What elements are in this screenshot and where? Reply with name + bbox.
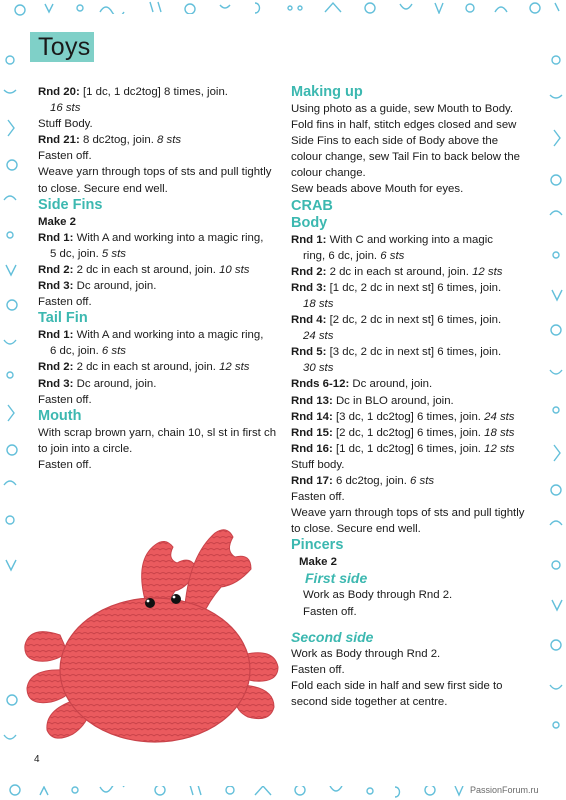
instruction-line <box>291 264 531 280</box>
instruction-line <box>291 296 531 312</box>
instruction-line <box>38 343 278 359</box>
instruction-text: ring, 6 dc, join. <box>303 249 381 262</box>
instruction-line <box>291 678 531 710</box>
instruction-text: 8 dc2tog, join. <box>79 134 158 147</box>
instruction-text: 5 dc, join. <box>50 247 102 260</box>
stitch-count: 12 sts <box>219 361 250 374</box>
instruction-line <box>291 425 531 441</box>
instruction-text: Fasten off. <box>38 393 92 406</box>
section-heading: Side Fins <box>38 196 103 213</box>
instruction-line <box>291 441 531 457</box>
instruction-line <box>291 489 531 505</box>
instruction-text: Dc around, join. <box>73 280 157 293</box>
instruction-text: [2 dc, 1 dc2tog] 6 times, join. <box>332 426 485 439</box>
round-label: Rnd 20: <box>38 86 80 98</box>
stitch-count: 6 sts <box>101 345 126 358</box>
section-heading: Tail Fin <box>38 310 88 327</box>
instruction-line <box>38 116 278 132</box>
round-label: Rnd 17: <box>291 474 333 487</box>
instruction-line <box>38 457 278 473</box>
round-label: Rnd 4: <box>291 314 327 327</box>
instruction-line <box>38 376 278 392</box>
section-heading: Body <box>291 214 328 231</box>
subsection-heading: Second side <box>291 628 374 645</box>
instruction-line <box>291 360 531 376</box>
instruction-text: [1 dc, 2 dc in next st] 6 times, join. <box>326 281 502 294</box>
round-label: Rnd 21: <box>38 134 80 147</box>
instruction-line <box>38 425 278 457</box>
stitch-count: 18 sts <box>303 297 334 310</box>
section-heading: Making up <box>291 84 363 100</box>
instruction-line <box>291 344 531 360</box>
instruction-text: Weave yarn through tops of sts and pull tightly to close. Secure end well. <box>38 166 272 195</box>
instruction-line <box>291 232 531 248</box>
round-label: Rnd 2: <box>291 265 327 278</box>
instruction-line <box>291 312 531 328</box>
round-label: Rnd 13: <box>291 394 333 407</box>
instruction-line <box>38 84 278 100</box>
instruction-text: Stuff Body. <box>38 118 93 131</box>
instruction-text: [1 dc, 1 dc2tog] 8 times, join. <box>79 86 228 98</box>
instruction-text: Weave yarn through tops of sts and pull tightly to close. Secure end well. <box>291 507 525 536</box>
instruction-text: Using photo as a guide, sew Mouth to Body. Fold fins in half, stitch edges closed and sew Side Fins to each side of Body above the colour change, sew Tail Fin to back below the colour change. <box>291 103 520 180</box>
instruction-line <box>38 246 278 262</box>
stitch-count: 24 sts <box>484 410 515 423</box>
instruction-text: 6 dc2tog, join. <box>332 474 411 487</box>
page-number: 4 <box>34 754 40 765</box>
round-label: Rnd 16: <box>291 442 333 455</box>
instruction-text: 2 dc in each st around, join. <box>326 265 473 278</box>
instruction-line <box>38 132 278 148</box>
round-label: Rnd 1: <box>38 231 74 244</box>
instruction-line <box>38 230 278 246</box>
instruction-line <box>291 328 531 344</box>
crab-toy-image <box>10 505 280 755</box>
round-label: Rnd 15: <box>291 426 333 439</box>
stitch-count: 12 sts <box>472 265 503 278</box>
subsection-heading: First side <box>305 570 368 587</box>
instruction-line <box>291 409 531 425</box>
round-label: Rnds 6-12: <box>291 378 350 391</box>
left-column <box>38 84 278 473</box>
instruction-line <box>38 327 278 343</box>
instruction-line <box>291 181 531 197</box>
stitch-count: 5 sts <box>101 247 126 260</box>
instruction-line <box>291 662 531 678</box>
round-label: Rnd 2: <box>38 361 74 374</box>
stitch-count: 6 sts <box>410 474 435 487</box>
instruction-line <box>38 100 278 116</box>
right-column <box>291 84 531 710</box>
instruction-text: Fasten off. <box>38 458 92 471</box>
instruction-text: 2 dc in each st around, join. <box>73 263 220 276</box>
instruction-text: [3 dc, 1 dc2tog] 6 times, join. <box>332 410 485 423</box>
instruction-line <box>291 376 531 392</box>
instruction-line <box>291 505 531 537</box>
instruction-line <box>291 587 531 603</box>
instruction-text: Fasten off. <box>303 605 357 618</box>
instruction-text: Fasten off. <box>38 150 92 163</box>
instruction-line <box>38 148 278 164</box>
instruction-text: Fasten off. <box>291 663 345 676</box>
instruction-line <box>38 359 278 375</box>
round-label: Rnd 5: <box>291 346 327 359</box>
instruction-text: [3 dc, 2 dc in next st] 6 times, join. <box>326 346 502 359</box>
instruction-text: Fold each side in half and sew first side to second side together at centre. <box>291 679 503 708</box>
section-title: Toys <box>38 33 91 61</box>
round-label: Rnd 3: <box>291 281 327 294</box>
section-heading: CRAB <box>291 197 333 214</box>
instruction-line <box>38 164 278 196</box>
instruction-text: Sew beads above Mouth for eyes. <box>291 183 464 196</box>
stitch-count: 30 sts <box>303 362 334 375</box>
instruction-line <box>291 604 531 620</box>
make-count: Make 2 <box>299 556 337 569</box>
instruction-line <box>38 392 278 408</box>
instruction-line <box>38 278 278 294</box>
instruction-line <box>291 393 531 409</box>
section-heading: Pincers <box>291 537 344 554</box>
instruction-text: With A and working into a magic ring, <box>73 329 264 342</box>
instruction-text: With C and working into a magic <box>326 233 493 246</box>
make-count: Make 2 <box>38 215 76 228</box>
round-label: Rnd 1: <box>291 233 327 246</box>
instruction-text: Fasten off. <box>38 296 92 309</box>
instruction-text: 2 dc in each st around, join. <box>73 361 220 374</box>
instruction-text: Work as Body through Rnd 2. <box>303 589 453 602</box>
stitch-count: 16 sts <box>50 102 81 115</box>
round-label: Rnd 1: <box>38 329 74 342</box>
round-label: Rnd 3: <box>38 280 74 293</box>
instruction-text: Fasten off. <box>291 491 345 504</box>
instruction-line <box>38 262 278 278</box>
round-label: Rnd 3: <box>38 377 74 390</box>
instruction-text: [2 dc, 2 dc in next st] 6 times, join. <box>326 314 502 327</box>
section-heading: Mouth <box>38 407 82 424</box>
stitch-count: 8 sts <box>157 134 182 147</box>
stitch-count: 10 sts <box>219 263 250 276</box>
instruction-text: 6 dc, join. <box>50 345 102 358</box>
instruction-line <box>291 473 531 489</box>
instruction-text: Dc in BLO around, join. <box>332 394 454 407</box>
instruction-text: With scrap brown yarn, chain 10, sl st in first ch to join into a circle. <box>38 426 277 455</box>
stitch-count: 24 sts <box>303 330 334 343</box>
watermark: PassionForum.ru <box>470 785 539 795</box>
stitch-count: 18 sts <box>484 426 515 439</box>
instruction-text: With A and working into a magic ring, <box>73 231 264 244</box>
instruction-line <box>291 646 531 662</box>
instruction-text: [1 dc, 1 dc2tog] 6 times, join. <box>332 442 485 455</box>
instruction-line <box>291 280 531 296</box>
round-label: Rnd 2: <box>38 263 74 276</box>
instruction-text: Dc around, join. <box>73 377 157 390</box>
instruction-line <box>291 101 531 181</box>
stitch-count: 12 sts <box>484 442 515 455</box>
instruction-text: Dc around, join. <box>349 378 433 391</box>
round-label: Rnd 14: <box>291 410 333 423</box>
instruction-text: Work as Body through Rnd 2. <box>291 647 441 660</box>
instruction-text: Stuff body. <box>291 458 345 471</box>
instruction-line <box>291 457 531 473</box>
stitch-count: 6 sts <box>380 249 405 262</box>
instruction-line <box>291 248 531 264</box>
instruction-line <box>38 294 278 310</box>
